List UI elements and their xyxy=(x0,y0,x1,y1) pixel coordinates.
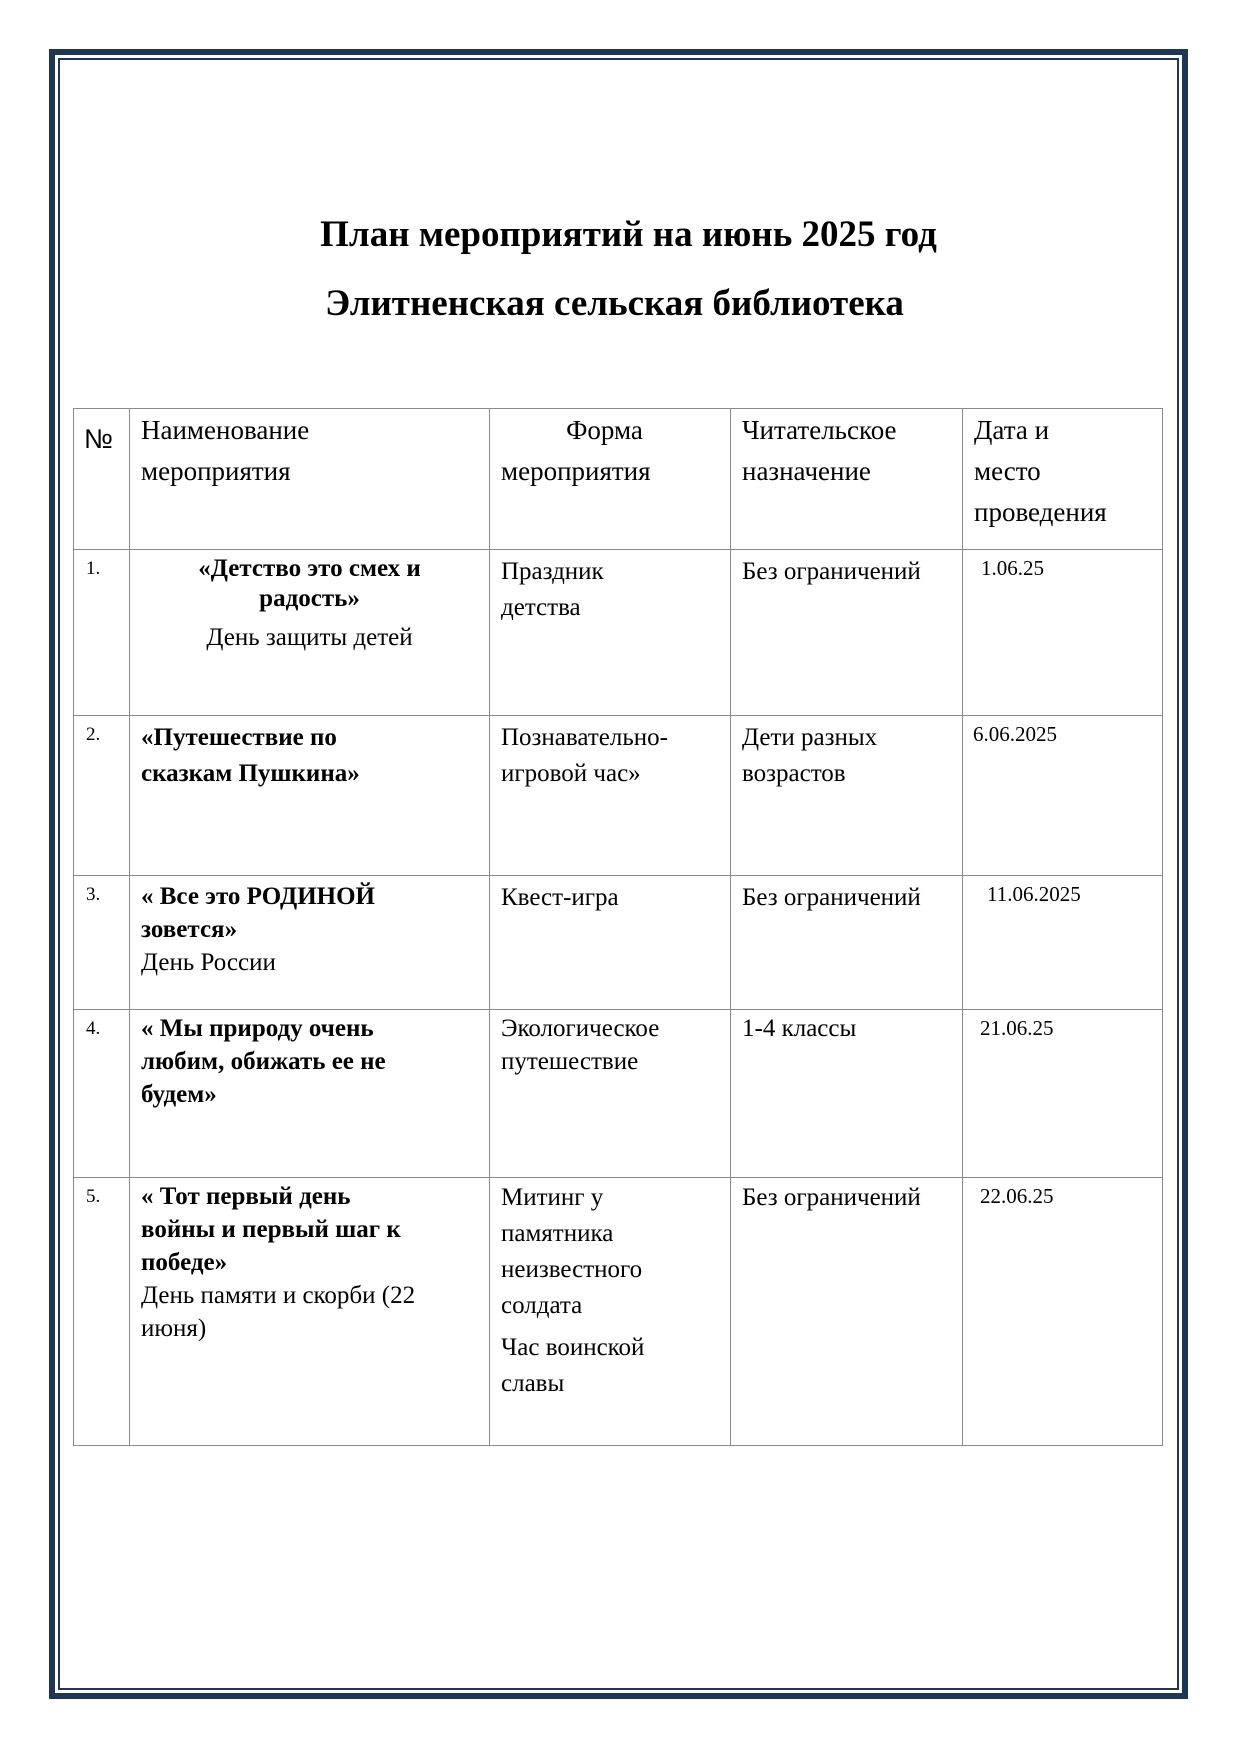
row-number: 4. xyxy=(74,1010,130,1178)
event-form-cell: Квест-игра xyxy=(490,876,731,1010)
event-title-cell: «Путешествие по сказкам Пушкина» xyxy=(130,716,490,876)
header-form: Форма мероприятия xyxy=(490,409,731,550)
row-number: 3. xyxy=(74,876,130,1010)
event-audience-cell: 1-4 классы xyxy=(731,1010,963,1178)
event-audience-cell: Без ограничений xyxy=(731,1178,963,1446)
event-audience-cell: Без ограничений xyxy=(731,876,963,1010)
event-form-cell: Экологическое путешествие xyxy=(490,1010,731,1178)
header-audience: Читательское назначение xyxy=(731,409,963,550)
library-name: Элитненская сельская библиотека xyxy=(325,283,904,324)
table-row xyxy=(74,550,1163,716)
event-title-cell: « Тот первый день войны и первый шаг к победе» День памяти и скорби (22 июня) xyxy=(130,1178,490,1446)
header-name: Наименование мероприятия xyxy=(130,409,490,550)
table-header-row xyxy=(74,409,1163,550)
events-table xyxy=(73,408,1163,1446)
event-title-cell: «Детство это смех и радость» День защиты детей xyxy=(130,550,490,716)
table-row xyxy=(74,876,1163,1010)
header-num: № xyxy=(74,409,130,550)
row-number: 1. xyxy=(74,550,130,716)
event-form-cell: Митинг у памятника неизвестного солдата Час воинской славы xyxy=(490,1178,731,1446)
event-date-cell: 6.06.2025 xyxy=(963,716,1163,876)
event-date-cell: 22.06.25 xyxy=(963,1178,1163,1446)
row-number: 5. xyxy=(74,1178,130,1446)
table-row xyxy=(74,716,1163,876)
header-date-place: Дата и место проведения xyxy=(963,409,1163,550)
row-number: 2. xyxy=(74,716,130,876)
event-date-cell: 21.06.25 xyxy=(963,1010,1163,1178)
event-form-cell: Познавательно- игровой час» xyxy=(490,716,731,876)
table-row xyxy=(74,1178,1163,1446)
table-row xyxy=(74,1010,1163,1178)
event-title-cell: « Все это РОДИНОЙ зовется» День России xyxy=(130,876,490,1010)
event-audience-cell: Без ограничений xyxy=(731,550,963,716)
event-date-cell: 11.06.2025 xyxy=(963,876,1163,1010)
document-title: План мероприятий на июнь 2025 год xyxy=(320,214,937,255)
event-date-cell: 1.06.25 xyxy=(963,550,1163,716)
event-audience-cell: Дети разных возрастов xyxy=(731,716,963,876)
event-title-cell: « Мы природу очень любим, обижать ее не будем» xyxy=(130,1010,490,1178)
event-form-cell: Праздник детства xyxy=(490,550,731,716)
